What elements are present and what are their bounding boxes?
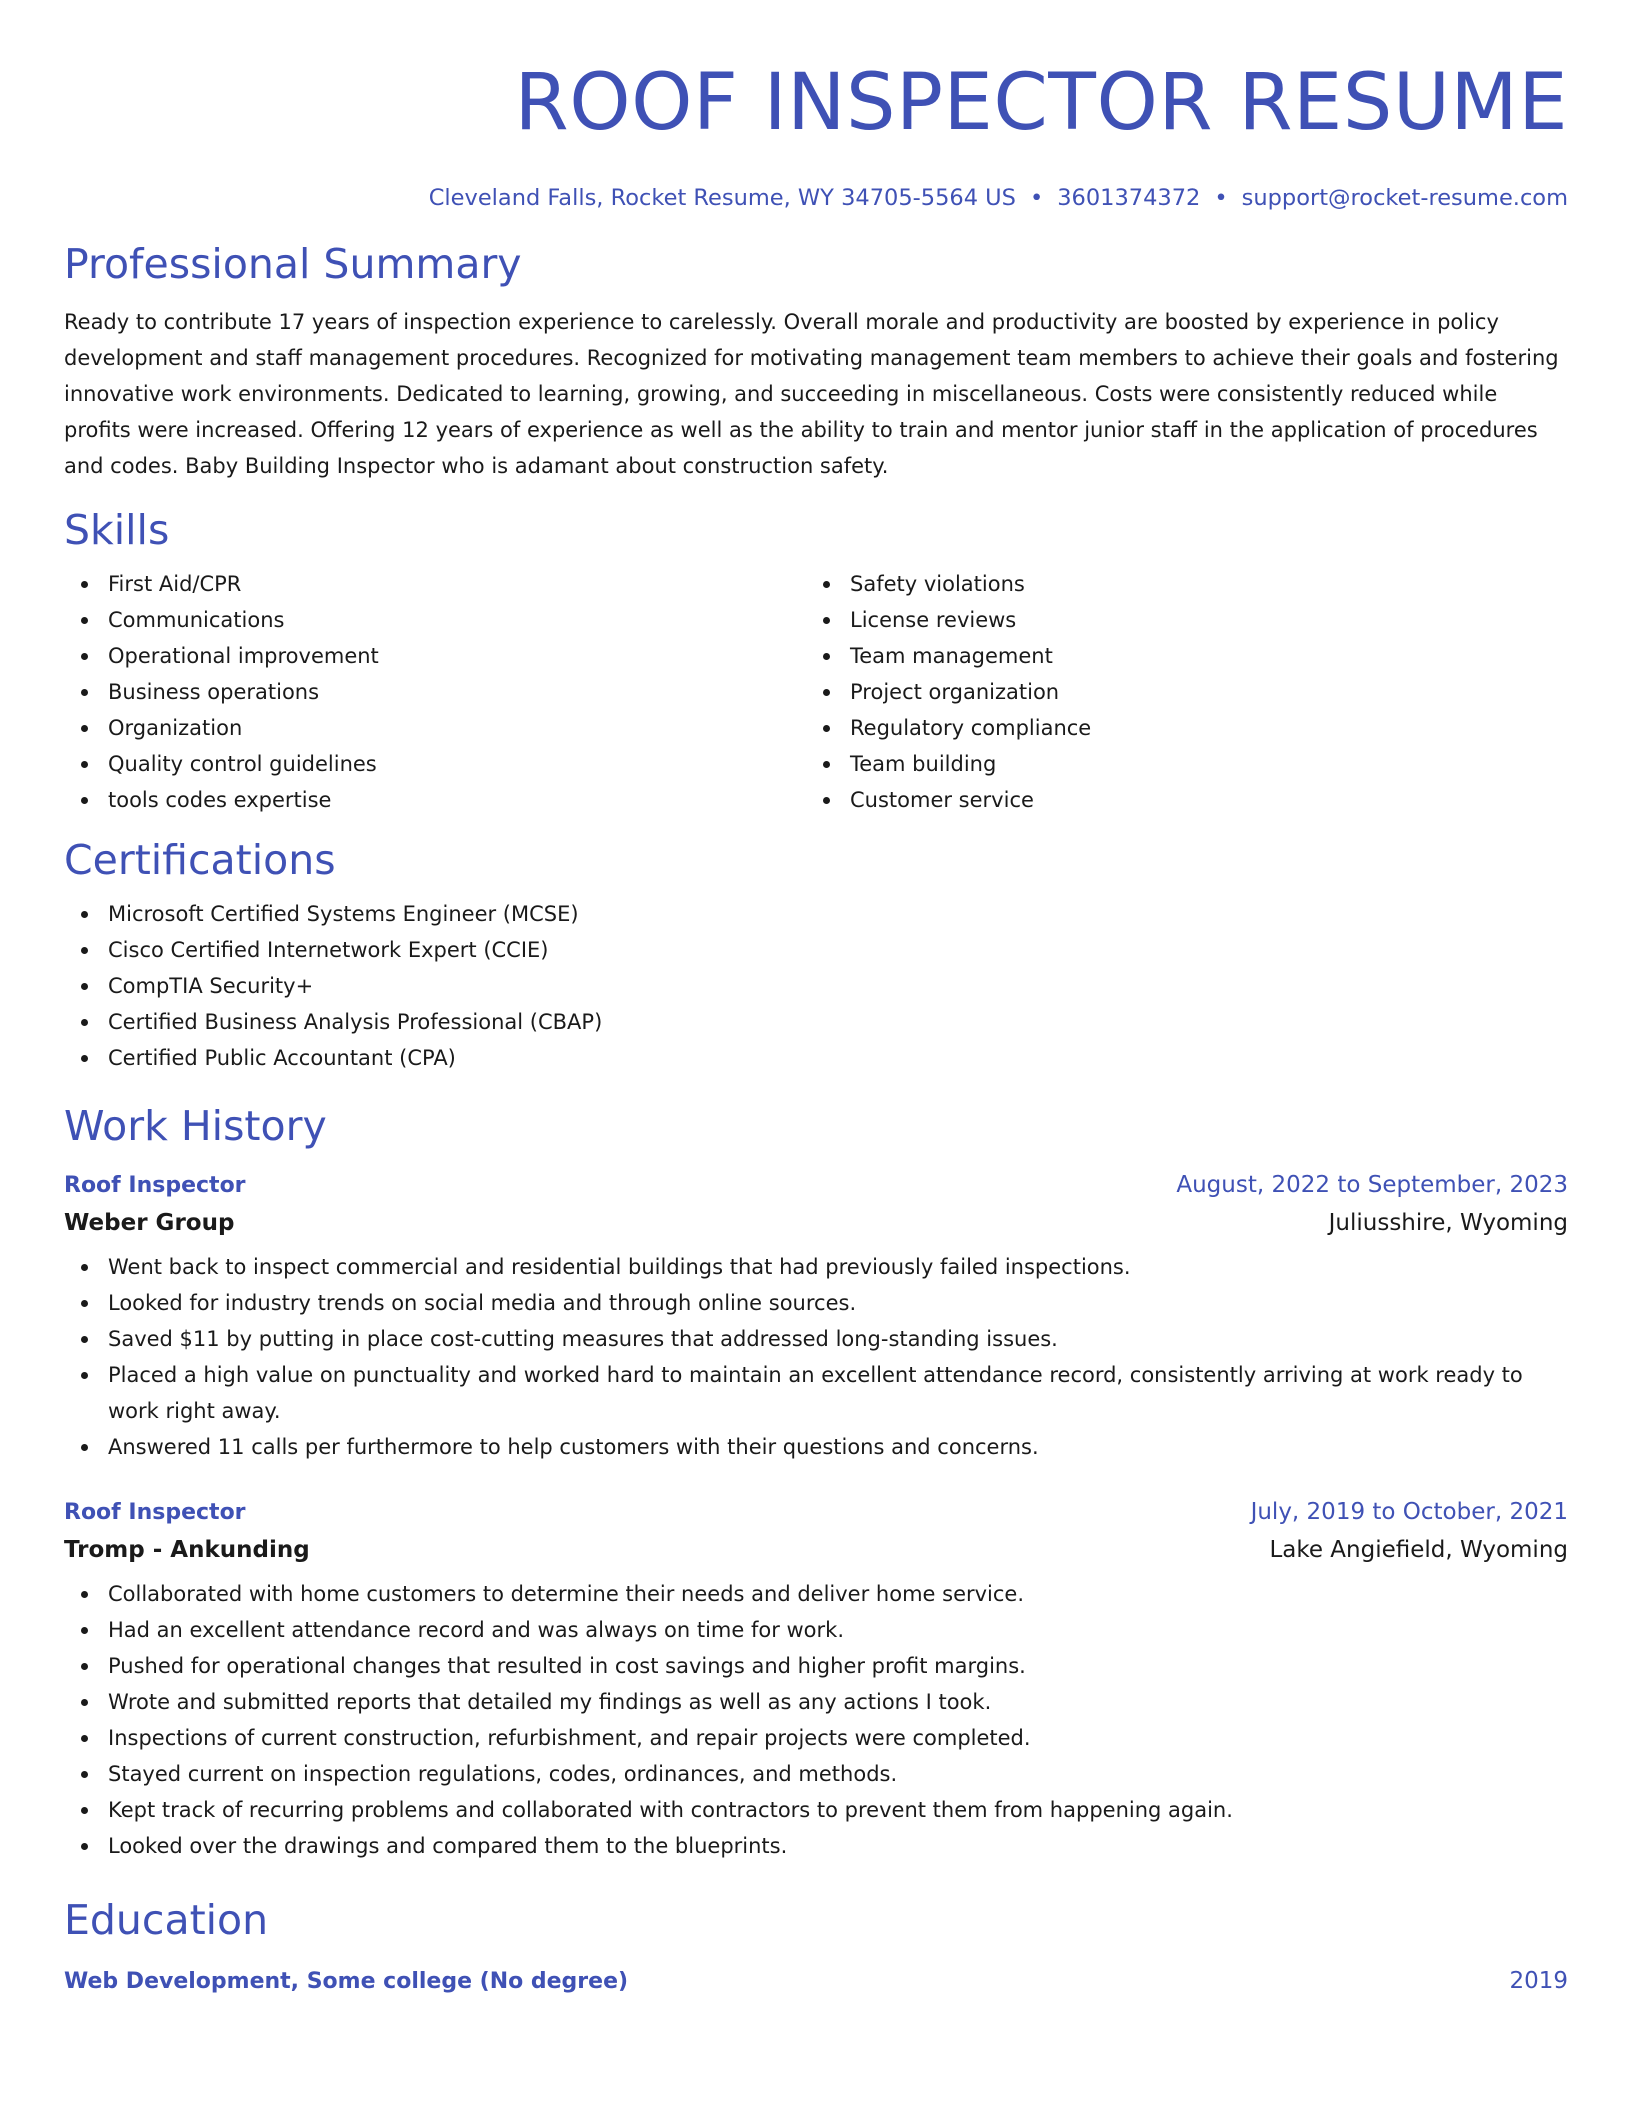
skills-heading: Skills	[64, 506, 170, 554]
job-company-row	[64, 1203, 1568, 1243]
skill-item: Communications	[64, 602, 806, 638]
skills-column-left	[64, 566, 806, 818]
skills-list-right	[806, 566, 1548, 818]
job-location: Juliusshire, Wyoming	[1328, 1210, 1568, 1236]
contact-email: support@rocket-resume.com	[1241, 185, 1568, 211]
summary-text: Ready to contribute 17 years of inspection experience to carelessly. Overall morale and productivity are boosted by experience in policy development and staff management procedures. Recognized for motivating management team members to achieve their goals and fostering innovative work environments. Dedicated to learning, growing, and succeeding in miscellaneous. Costs were consistently reduced while profits were increased. Offering 12 years of experience as well as the ability to train and mentor junior staff in the application of procedures and codes. Baby Building Inspector who is adamant about construction safety.	[64, 310, 1559, 478]
skill-item: License reviews	[806, 602, 1548, 638]
skill-item: Customer service	[806, 782, 1548, 818]
job-duty-item: Stayed current on inspection regulations, codes, ordinances, and methods.	[64, 1756, 1568, 1792]
job-title: Roof Inspector	[64, 1500, 246, 1525]
work-history-heading: Work History	[64, 1102, 327, 1150]
contact-separator: •	[1214, 185, 1228, 211]
job-header-row	[64, 1168, 1568, 1203]
job-duty-item: Saved $11 by putting in place cost-cutting measures that addressed long-standing issues.	[64, 1321, 1568, 1357]
job-duty-item: Kept track of recurring problems and collaborated with contractors to prevent them from happening again.	[64, 1792, 1568, 1828]
certification-item: CompTIA Security+	[64, 968, 1568, 1004]
job-duty-item: Inspections of current construction, refurbishment, and repair projects were completed.	[64, 1720, 1568, 1756]
education-degree: Web Development, Some college (No degree)	[64, 1969, 629, 1994]
certification-item: Cisco Certified Internetwork Expert (CCIE)	[64, 932, 1568, 968]
certifications-heading: Certifications	[64, 836, 336, 884]
skills-column-right	[806, 566, 1548, 818]
skills-list-left	[64, 566, 806, 818]
skill-item: Organization	[64, 710, 806, 746]
job-duty-item: Had an excellent attendance record and was always on time for work.	[64, 1612, 1568, 1648]
skills-grid	[64, 566, 1568, 818]
resume-header	[64, 48, 1568, 214]
job-location: Lake Angiefield, Wyoming	[1269, 1537, 1568, 1563]
certification-item: Certified Public Accountant (CPA)	[64, 1040, 1568, 1076]
resume-name: ROOF INSPECTOR RESUME	[514, 58, 1568, 148]
education-heading: Education	[64, 1896, 269, 1944]
skill-item: Quality control guidelines	[64, 746, 806, 782]
job-duty-item: Wrote and submitted reports that detailed my findings as well as any actions I took.	[64, 1684, 1568, 1720]
job-duties-list	[64, 1576, 1568, 1864]
skill-item: Operational improvement	[64, 638, 806, 674]
job-company: Tromp - Ankunding	[64, 1537, 310, 1563]
job-duty-item: Went back to inspect commercial and residential buildings that had previously failed inspections.	[64, 1249, 1568, 1285]
skill-item: Team building	[806, 746, 1548, 782]
job-duty-item: Answered 11 calls per furthermore to help customers with their questions and concerns.	[64, 1429, 1568, 1465]
job-entry	[64, 1168, 1568, 1465]
contact-phone: 3601374372	[1057, 185, 1201, 211]
skill-item: Regulatory compliance	[806, 710, 1548, 746]
skill-item: Team management	[806, 638, 1548, 674]
job-duty-item: Looked for industry trends on social media and through online sources.	[64, 1285, 1568, 1321]
job-duties-list	[64, 1249, 1568, 1465]
job-duty-item: Pushed for operational changes that resulted in cost savings and higher profit margins.	[64, 1648, 1568, 1684]
job-dates: August, 2022 to September, 2023	[1176, 1172, 1568, 1198]
job-duty-item: Placed a high value on punctuality and worked hard to maintain an excellent attendance record, consistently arriving at work ready to work right away.	[64, 1357, 1568, 1429]
certifications-list	[64, 896, 1568, 1076]
contact-address: Cleveland Falls, Rocket Resume, WY 34705-5564 US	[428, 185, 1016, 211]
contact-separator: •	[1029, 185, 1044, 211]
job-duty-item: Looked over the drawings and compared them to the blueprints.	[64, 1828, 1568, 1864]
skill-item: Project organization	[806, 674, 1548, 710]
skill-item: Business operations	[64, 674, 806, 710]
certification-item: Microsoft Certified Systems Engineer (MCSE)	[64, 896, 1568, 932]
job-company-row	[64, 1530, 1568, 1570]
job-entry	[64, 1495, 1568, 1864]
job-dates: July, 2019 to October, 2021	[1250, 1499, 1568, 1525]
skill-item: Safety violations	[806, 566, 1548, 602]
skill-item: tools codes expertise	[64, 782, 806, 818]
education-year: 2019	[1509, 1968, 1568, 1994]
job-title: Roof Inspector	[64, 1173, 246, 1198]
job-header-row	[64, 1495, 1568, 1530]
education-entry	[64, 1964, 1568, 1999]
job-duty-item: Collaborated with home customers to determine their needs and deliver home service.	[64, 1576, 1568, 1612]
job-company: Weber Group	[64, 1210, 235, 1236]
skill-item: First Aid/CPR	[64, 566, 806, 602]
certification-item: Certified Business Analysis Professional (CBAP)	[64, 1004, 1568, 1040]
summary-heading: Professional Summary	[64, 240, 522, 288]
contact-line	[64, 182, 1568, 214]
